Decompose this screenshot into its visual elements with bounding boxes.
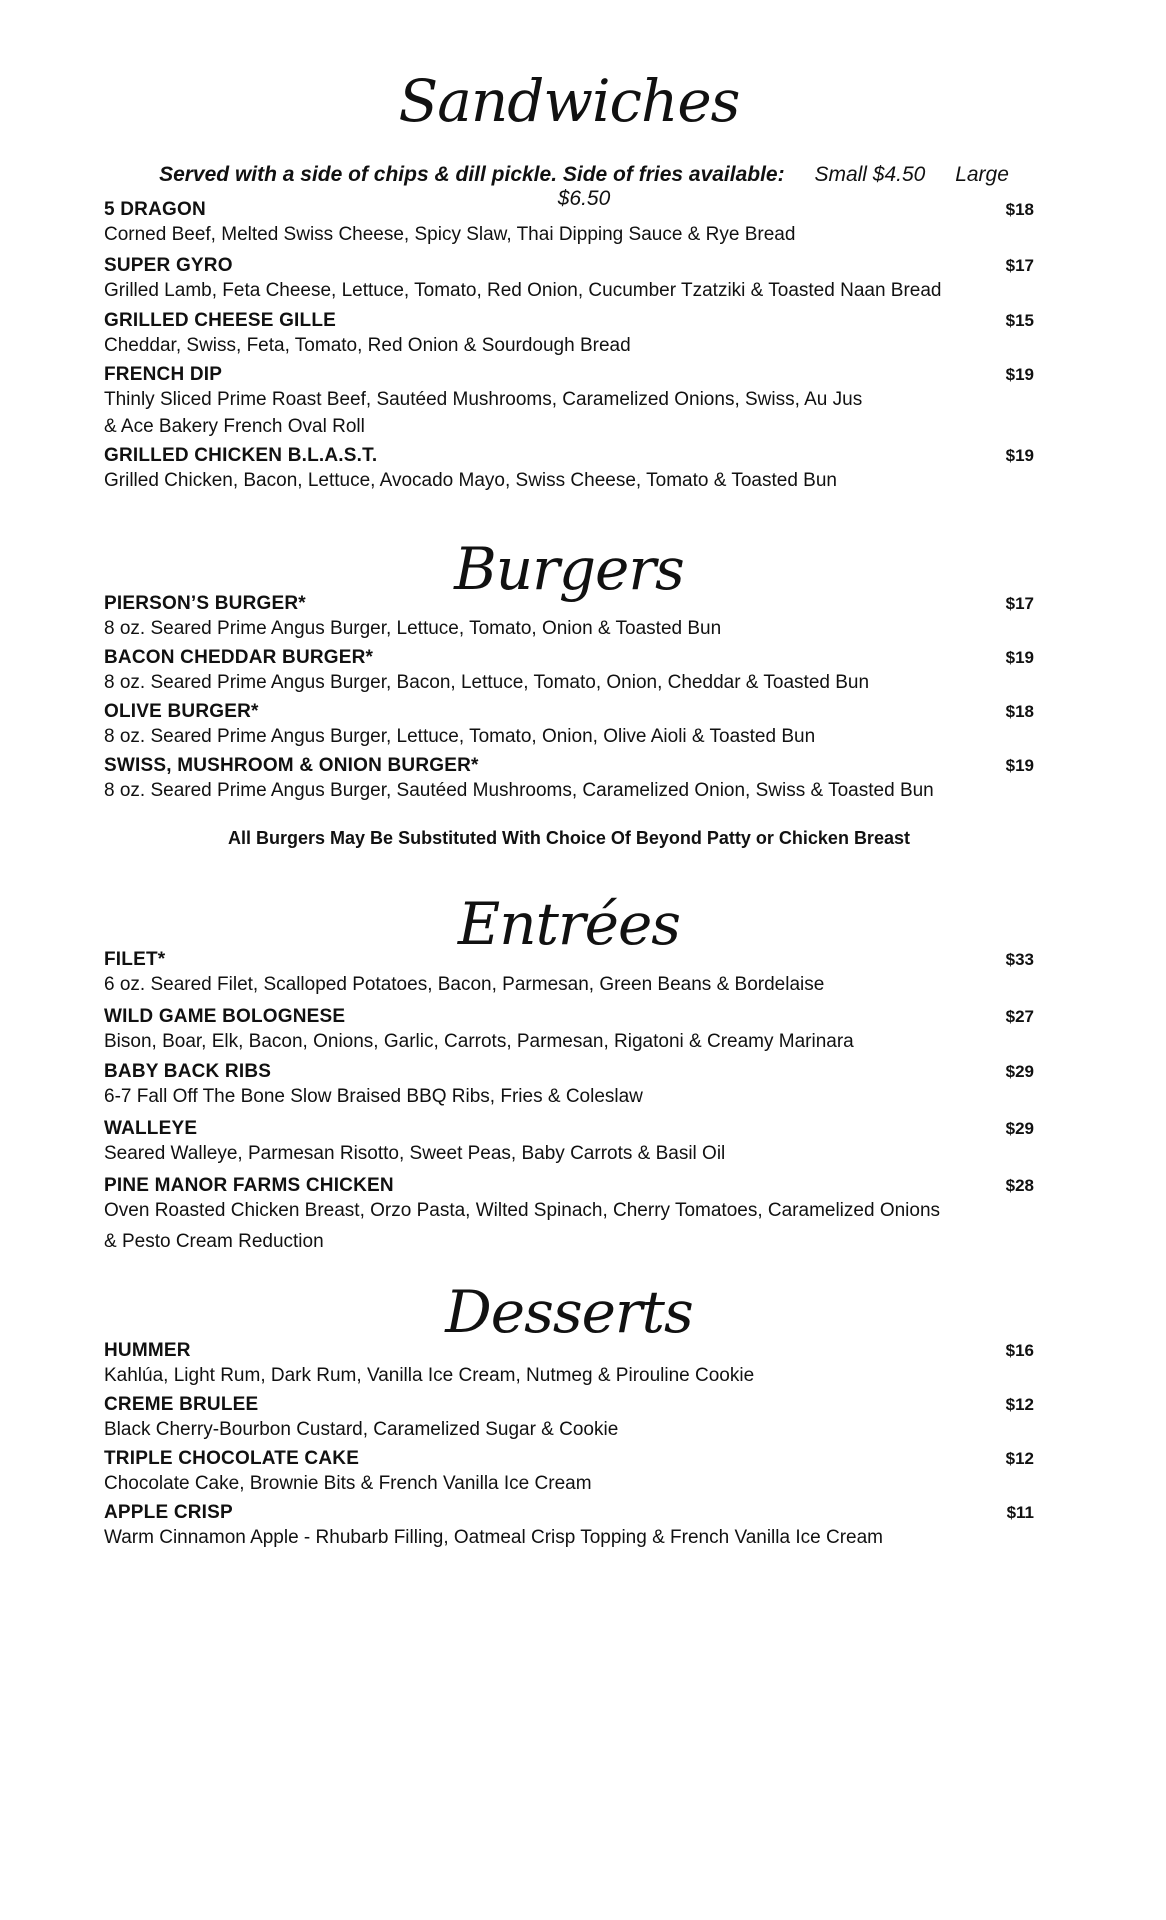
item-price: $18 <box>1005 200 1034 219</box>
item-name: BACON CHEDDAR BURGER* <box>104 647 374 668</box>
item-price: $29 <box>1005 1062 1034 1081</box>
item-name: TRIPLE CHOCOLATE CAKE <box>104 1448 360 1469</box>
item-description: Cheddar, Swiss, Feta, Tomato, Red Onion & Sourdough Bread <box>104 335 631 356</box>
item-name: OLIVE BURGER* <box>104 701 259 722</box>
item-price: $12 <box>1005 1449 1034 1468</box>
menu-item <box>104 1175 1034 1255</box>
menu-item <box>104 364 1034 440</box>
menu-item <box>104 1394 1034 1443</box>
item-name: 5 DRAGON <box>104 199 206 220</box>
item-description: 8 oz. Seared Prime Angus Burger, Bacon, Lettuce, Tomato, Onion, Cheddar & Toasted Bun <box>104 672 870 693</box>
item-price: $19 <box>1005 365 1034 384</box>
item-description: Seared Walleye, Parmesan Risotto, Sweet Peas, Baby Carrots & Basil Oil <box>104 1143 726 1164</box>
menu-item <box>104 755 1034 804</box>
menu-item <box>104 701 1034 750</box>
item-price: $16 <box>1005 1341 1034 1360</box>
item-name: FILET* <box>104 949 166 970</box>
menu-item <box>104 1118 1034 1167</box>
item-description-cont: & Pesto Cream Reduction <box>104 1231 324 1252</box>
menu-item <box>104 1448 1034 1497</box>
menu-item <box>104 1502 1034 1551</box>
item-price: $19 <box>1005 756 1034 775</box>
menu-item <box>104 310 1034 359</box>
item-name: CREME BRULEE <box>104 1394 259 1415</box>
item-name: BABY BACK RIBS <box>104 1061 272 1082</box>
item-name: PIERSON’S BURGER* <box>104 593 306 614</box>
burgers-heading: Burgers <box>454 535 684 603</box>
item-description: 8 oz. Seared Prime Angus Burger, Lettuce, Tomato, Onion, Olive Aioli & Toasted Bun <box>104 726 816 747</box>
item-name: FRENCH DIP <box>104 364 223 385</box>
item-price: $17 <box>1005 594 1034 613</box>
menu-item <box>104 255 1034 304</box>
entrees-title <box>104 890 1034 958</box>
menu-item <box>104 1006 1034 1055</box>
item-description: 6 oz. Seared Filet, Scalloped Potatoes, Bacon, Parmesan, Green Beans & Bordelaise <box>104 974 825 995</box>
item-name: GRILLED CHICKEN B.L.A.S.T. <box>104 445 378 466</box>
desserts-title <box>104 1278 1034 1346</box>
item-price: $12 <box>1005 1395 1034 1414</box>
item-name: GRILLED CHEESE GILLE <box>104 310 337 331</box>
item-price: $33 <box>1005 950 1034 969</box>
item-price: $19 <box>1005 648 1034 667</box>
sandwiches-title <box>104 67 1034 135</box>
item-description: Corned Beef, Melted Swiss Cheese, Spicy Slaw, Thai Dipping Sauce & Rye Bread <box>104 224 796 245</box>
item-name: APPLE CRISP <box>104 1502 233 1523</box>
item-description: Grilled Chicken, Bacon, Lettuce, Avocado Mayo, Swiss Cheese, Tomato & Toasted Bun <box>104 470 837 491</box>
item-description: Thinly Sliced Prime Roast Beef, Sautéed Mushrooms, Caramelized Onions, Swiss, Au Jus <box>104 389 863 410</box>
item-description: Kahlúa, Light Rum, Dark Rum, Vanilla Ice Cream, Nutmeg & Pirouline Cookie <box>104 1365 755 1386</box>
item-description: Black Cherry-Bourbon Custard, Caramelized Sugar & Cookie <box>104 1419 619 1440</box>
item-name: WALLEYE <box>104 1118 198 1139</box>
item-name: PINE MANOR FARMS CHICKEN <box>104 1175 394 1196</box>
item-price: $11 <box>1006 1503 1034 1522</box>
item-description: Bison, Boar, Elk, Bacon, Onions, Garlic, Carrots, Parmesan, Rigatoni & Creamy Marinara <box>104 1031 854 1052</box>
item-description: Chocolate Cake, Brownie Bits & French Vanilla Ice Cream <box>104 1473 592 1494</box>
item-price: $18 <box>1005 702 1034 721</box>
item-description: Grilled Lamb, Feta Cheese, Lettuce, Tomato, Red Onion, Cucumber Tzatziki & Toasted Naan Bread <box>104 280 942 301</box>
item-description: 6-7 Fall Off The Bone Slow Braised BBQ Ribs, Fries & Coleslaw <box>104 1086 643 1107</box>
item-price: $19 <box>1005 446 1034 465</box>
menu-item <box>104 445 1034 494</box>
desserts-heading: Desserts <box>445 1278 693 1346</box>
item-name: SUPER GYRO <box>104 255 233 276</box>
entrees-heading: Entrées <box>457 890 681 958</box>
item-name: SWISS, MUSHROOM & ONION BURGER* <box>104 755 479 776</box>
fries-large-price: Large $6.50 <box>557 163 1009 210</box>
item-description: Warm Cinnamon Apple - Rhubarb Filling, Oatmeal Crisp Topping & French Vanilla Ice Cream <box>104 1527 883 1548</box>
burgers-title <box>104 535 1034 603</box>
substitution-note: All Burgers May Be Substituted With Choice Of Beyond Patty or Chicken Breast <box>228 828 910 848</box>
item-description: Oven Roasted Chicken Breast, Orzo Pasta, Wilted Spinach, Cherry Tomatoes, Caramelized Onions <box>104 1200 941 1221</box>
menu-item <box>104 949 1034 998</box>
sides-text: Served with a side of chips & dill pickle. Side of fries available: <box>159 163 785 186</box>
menu-item <box>104 647 1034 696</box>
item-price: $27 <box>1005 1007 1034 1026</box>
menu-item <box>104 593 1034 642</box>
item-price: $29 <box>1005 1119 1034 1138</box>
item-description: 8 oz. Seared Prime Angus Burger, Sautéed Mushrooms, Caramelized Onion, Swiss & Toasted Bun <box>104 780 934 801</box>
item-name: HUMMER <box>104 1340 191 1361</box>
item-price: $15 <box>1005 311 1034 330</box>
item-name: WILD GAME BOLOGNESE <box>104 1006 346 1027</box>
item-price: $17 <box>1005 256 1034 275</box>
item-price: $28 <box>1005 1176 1034 1195</box>
item-description: 8 oz. Seared Prime Angus Burger, Lettuce, Tomato, Onion & Toasted Bun <box>104 618 722 639</box>
item-description-cont: & Ace Bakery French Oval Roll <box>104 416 365 437</box>
menu-item <box>104 1340 1034 1389</box>
menu-item <box>104 199 1034 248</box>
fries-small-price: Small $4.50 <box>814 163 926 186</box>
menu-item <box>104 1061 1034 1110</box>
sandwiches-heading: Sandwiches <box>398 67 740 135</box>
